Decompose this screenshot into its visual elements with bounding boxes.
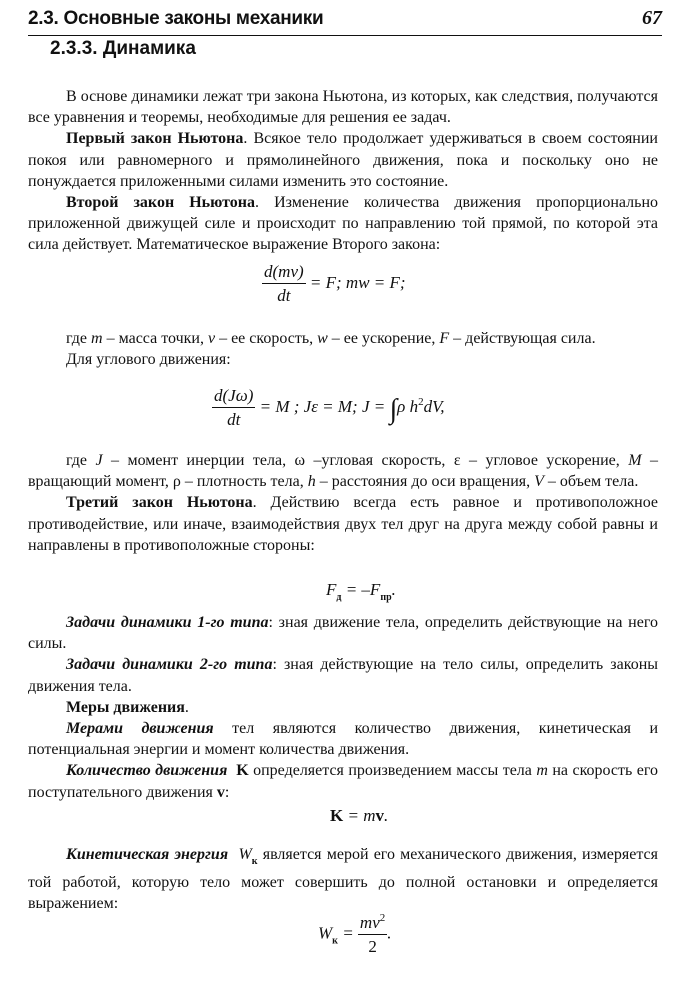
momentum-term: Количество движения — [66, 762, 228, 780]
text-run: – момент инерции тела, ω –угловая скорость, ε – угловое ускорение, — [102, 452, 629, 469]
equation-part: = — [337, 923, 358, 943]
text-run: – действующая сила. — [449, 330, 596, 347]
equation-angular-motion — [212, 386, 445, 430]
kinetic-energy-term: Кинетическая энергия — [66, 846, 229, 863]
symbol-K: K — [236, 762, 249, 780]
symbol-v: v — [207, 330, 216, 347]
tasks-type-1 — [28, 612, 658, 654]
equation-third-law — [326, 580, 396, 603]
symbol-K: K — [330, 806, 344, 825]
text-run: – расстояния до оси вращения, — [315, 473, 535, 491]
second-law-paragraph — [28, 192, 658, 256]
text-block-kinetic-energy — [28, 844, 658, 915]
symbol-V: V — [534, 473, 544, 491]
measures-heading-text: Меры движения — [66, 698, 185, 716]
equation-part: ρ h — [397, 396, 419, 416]
exponent: 2 — [379, 912, 386, 924]
text-run: – ее ускорение, — [327, 330, 440, 347]
tasks-type-2-text: : зная действующие на тело силы, определить законы движения тела. — [28, 656, 659, 695]
equation-part: . — [391, 580, 396, 599]
first-law-title: Первый закон Ньютона — [66, 130, 244, 148]
symbol-w: w — [317, 330, 328, 347]
equation-rest: = F; mw = F; — [309, 272, 406, 292]
equation-part: = m — [343, 806, 376, 825]
equation-part: mv — [359, 913, 380, 932]
fraction-denominator: 2 — [368, 937, 377, 956]
measures-text: тел являются количество движения, кинетическая и потенциальная энергии и момент количества движения. — [28, 720, 659, 759]
text-block-tasks-measures — [28, 612, 658, 803]
first-law-paragraph — [28, 128, 658, 192]
measures-term: Мерами движения — [66, 720, 214, 738]
symbol-m: m — [91, 330, 103, 347]
symbol-h: h — [307, 473, 316, 491]
text-run: – вращающий момент, ρ – плотность тела, — [28, 452, 658, 491]
equation-momentum — [330, 806, 388, 826]
fraction-numerator: d(mv) — [262, 262, 306, 284]
equation-part: = M ; Jε = M; J = — [259, 396, 390, 416]
page-number: 67 — [642, 7, 662, 29]
second-law-text: . Изменение количества движения пропорционально приложенной движущей силе и происходит по направлению той прямой, по которой эта сила действует. Математическое выражение Второго закона: — [28, 194, 658, 254]
tasks-type-2 — [28, 654, 658, 696]
angular-motion-line: Для углового движения: — [66, 351, 231, 369]
third-law-paragraph — [28, 492, 658, 556]
tasks-type-1-title: Задачи динамики 1-го типа — [66, 614, 269, 631]
text-run: на скорость его поступательного движения — [28, 762, 659, 801]
text-run: – масса точки, — [102, 330, 208, 347]
text-block-eq1-description — [28, 328, 658, 370]
equation-fraction — [212, 386, 255, 430]
text-block-eq2-law3 — [28, 450, 658, 556]
equation-second-law — [262, 262, 406, 306]
eq1-description-line — [28, 328, 658, 349]
text-run: : — [224, 783, 230, 801]
section-title: 2.3.3. Динамика — [50, 38, 196, 59]
equation-part: dV, — [423, 396, 445, 416]
fraction-numerator: d(Jω) — [212, 386, 255, 408]
intro-paragraph: В основе динамики лежат три закона Ньютона, из которых, как следствия, получаются все уравнения и теоремы, необходимые для решения ее задач. — [28, 88, 658, 127]
third-law-text: . Действию всегда есть равное и противоположное противодействие, или иначе, взаимодействия двух тел друг на друга между собой равны и направлены в противоположные стороны: — [28, 494, 658, 554]
text-run: где — [66, 330, 92, 347]
integral-sign: ∫ — [389, 393, 398, 425]
symbol-W: W — [238, 846, 252, 863]
equation-fraction — [262, 262, 306, 306]
kinetic-energy-paragraph — [28, 844, 658, 915]
symbol-M: M — [628, 452, 642, 469]
equation-part: = –F — [341, 580, 381, 599]
first-law-text: . Всякое тело продолжает удерживаться в своем состоянии покоя или равномерного и прямолинейного движения, пока и поскольку оно не понуждается приложенными силами изменить это состояние. — [28, 130, 658, 190]
measures-heading — [28, 697, 658, 718]
equation-part: W — [318, 923, 333, 943]
running-title: 2.3. Основные законы механики — [28, 8, 324, 29]
symbol-J: J — [95, 452, 103, 469]
tasks-type-1-text: : зная движение тела, определить действующие на него силы. — [28, 614, 658, 653]
symbol-v: v — [375, 806, 384, 825]
kinetic-energy-text: является мерой его механического движения, измеряется той работой, которую тело может совершить до полной остановки и определяется выражением: — [28, 846, 658, 913]
eq2-description — [28, 450, 658, 492]
symbol-m: m — [536, 762, 548, 780]
third-law-title: Третий закон Ньютона — [66, 494, 253, 512]
running-header — [28, 7, 662, 36]
text-run: – объем тела. — [543, 473, 639, 491]
text-run: где — [66, 452, 96, 469]
subscript: к — [251, 856, 258, 867]
tasks-type-2-title: Задачи динамики 2-го типа — [66, 656, 273, 674]
second-law-title: Второй закон Ньютона — [66, 194, 256, 212]
exponent: 2 — [418, 395, 424, 408]
equation-kinetic-energy — [318, 912, 392, 957]
equation-fraction — [358, 912, 387, 957]
equation-part: F — [326, 580, 337, 599]
text-run: определяется произведением массы тела — [248, 762, 537, 780]
fraction-denominator: dt — [227, 410, 241, 429]
fraction-numerator — [358, 912, 387, 935]
equation-part: . — [387, 923, 392, 943]
subscript: к — [332, 935, 338, 947]
measures-paragraph — [28, 718, 658, 760]
equation-part: . — [383, 806, 389, 825]
symbol-F: F — [439, 330, 450, 347]
text-run: – ее скорость, — [215, 330, 318, 347]
subscript: д — [336, 592, 342, 603]
subscript: пр — [380, 592, 392, 603]
symbol-v: v — [216, 783, 225, 801]
text-run: . — [184, 698, 189, 716]
text-block-laws-1-2 — [28, 86, 658, 256]
fraction-denominator: dt — [277, 286, 291, 305]
momentum-paragraph — [28, 760, 658, 802]
